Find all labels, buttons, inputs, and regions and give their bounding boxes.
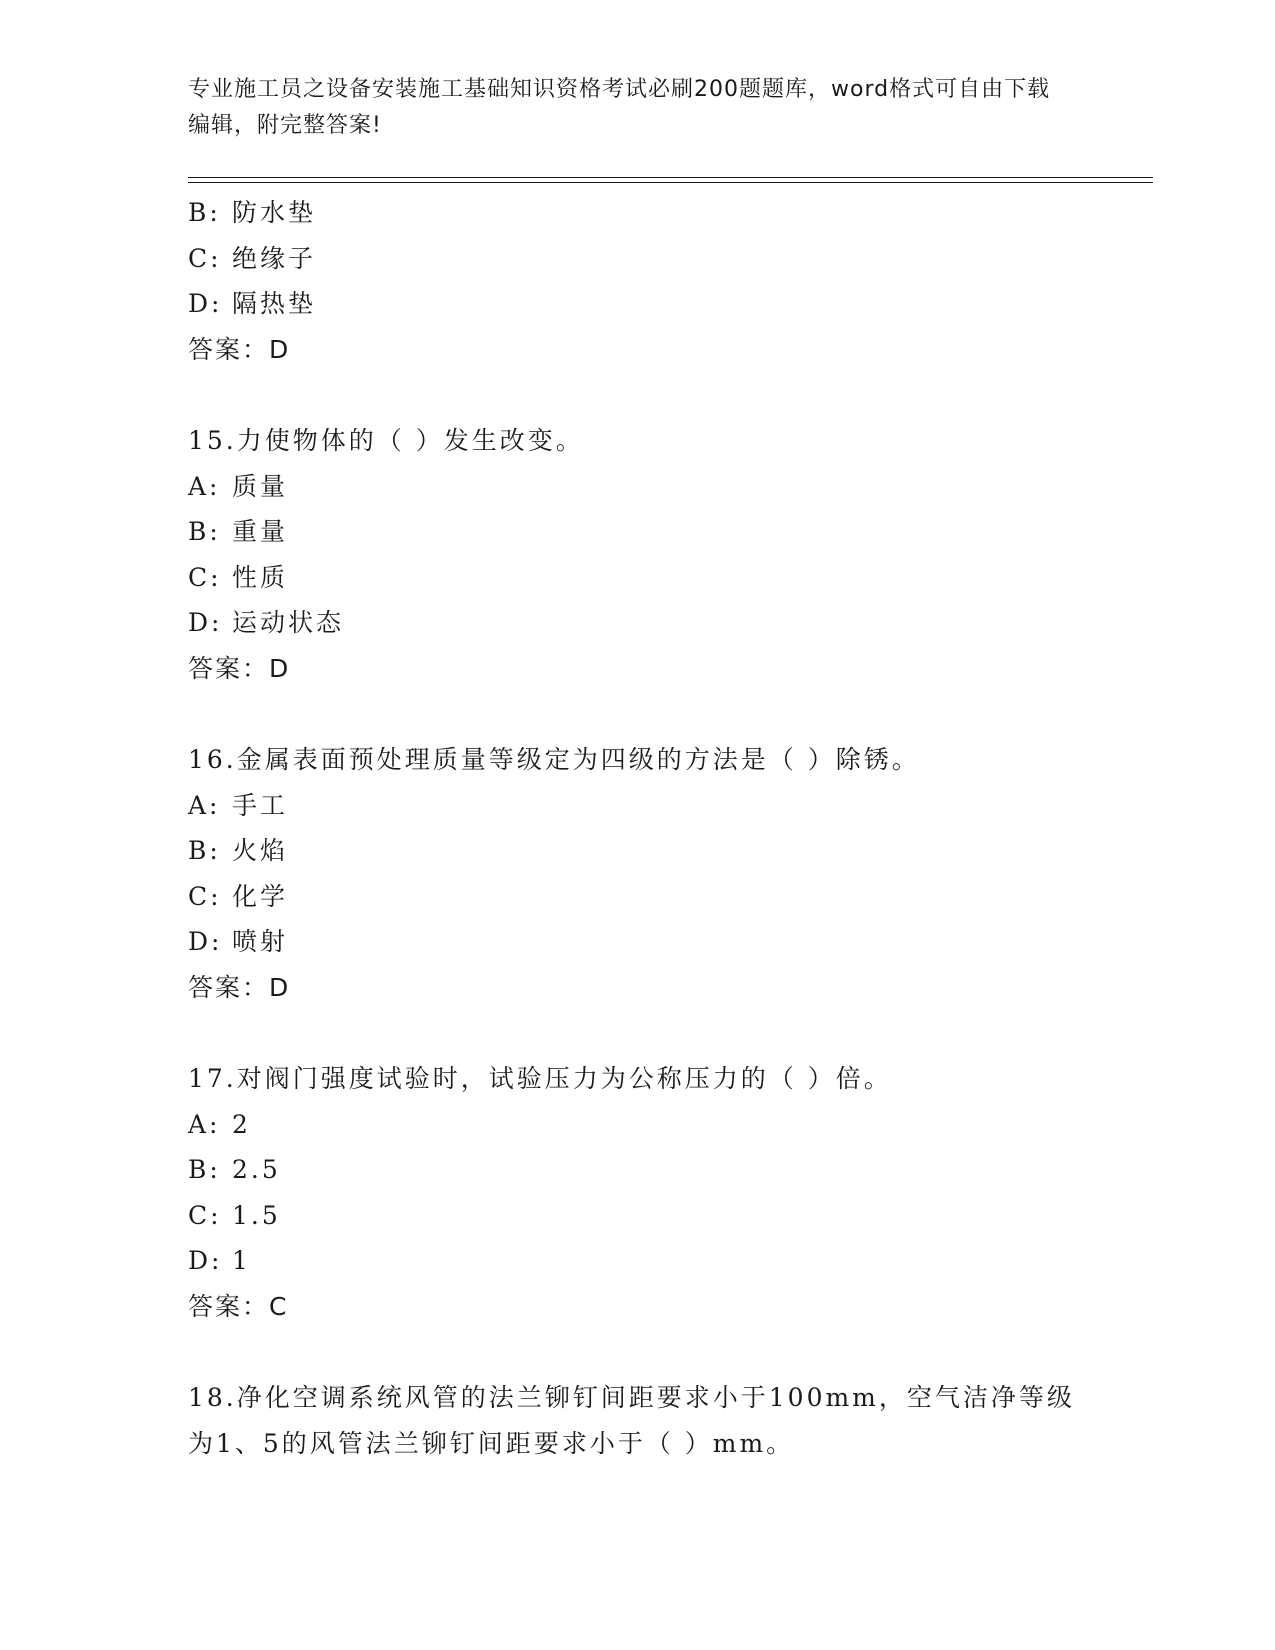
option-text: 防水垫 xyxy=(232,198,317,227)
option-letter: C: xyxy=(188,881,222,911)
option-letter: D: xyxy=(188,927,223,956)
answer-line: 答案：D xyxy=(188,972,291,1002)
option-letter: B: xyxy=(188,198,221,227)
option-letter: C: xyxy=(188,1200,222,1230)
option-text: 喷射 xyxy=(232,927,289,956)
option-line xyxy=(188,874,1088,920)
option-line xyxy=(188,600,1088,646)
option-text: 运动状态 xyxy=(232,608,345,637)
question-stem: 17.对阀门强度试验时，试验压力为公称压力的（ ）倍。 xyxy=(188,1064,892,1093)
option-letter: D: xyxy=(188,1246,223,1275)
spacer xyxy=(188,1329,1088,1375)
option-letter: B: xyxy=(188,517,221,546)
option-text: 1.5 xyxy=(232,1200,281,1230)
answer-line: 答案：D xyxy=(188,334,291,364)
option-letter: A: xyxy=(188,471,221,501)
option-line xyxy=(188,1193,1088,1239)
option-letter: C: xyxy=(188,562,222,592)
spacer xyxy=(188,691,1088,737)
spacer xyxy=(188,372,1088,418)
option-line xyxy=(188,281,1088,327)
option-text: 手工 xyxy=(232,790,289,820)
option-text: 化学 xyxy=(232,881,289,911)
option-line xyxy=(188,1147,1088,1193)
option-line xyxy=(188,464,1088,510)
option-text: 绝缘子 xyxy=(232,243,317,273)
question-list xyxy=(188,190,1088,1466)
option-letter: A: xyxy=(188,790,221,820)
option-text: 性质 xyxy=(232,562,289,592)
header-rule-bottom xyxy=(188,182,1153,183)
option-letter: D: xyxy=(188,608,223,637)
answer-line: 答案：D xyxy=(188,653,291,683)
option-text: 火焰 xyxy=(232,836,289,865)
option-line xyxy=(188,783,1088,829)
option-letter: D: xyxy=(188,289,223,318)
option-line xyxy=(188,236,1088,282)
option-letter: A: xyxy=(188,1109,221,1139)
option-letter: B: xyxy=(188,836,221,865)
spacer xyxy=(188,1010,1088,1056)
option-letter: B: xyxy=(188,1155,221,1184)
option-line xyxy=(188,190,1088,236)
question-stem-line-1: 18.净化空调系统风管的法兰铆钉间距要求小于100mm，空气洁净等级 xyxy=(188,1383,1075,1412)
option-line xyxy=(188,919,1088,965)
answer-line: 答案：C xyxy=(188,1291,289,1321)
option-line xyxy=(188,555,1088,601)
option-letter: C: xyxy=(188,243,222,273)
option-text: 隔热垫 xyxy=(232,289,317,318)
header-rule-top xyxy=(188,177,1153,178)
option-text: 1 xyxy=(232,1246,251,1275)
question-stem-line-2: 为1、5的风管法兰铆钉间距要求小于（ ）mm。 xyxy=(188,1428,795,1458)
option-text: 2 xyxy=(232,1109,251,1139)
document-header: 专业施工员之设备安装施工基础知识资格考试必刷200题题库，word格式可自由下载编辑，附完整答案! xyxy=(188,77,1051,138)
option-text: 重量 xyxy=(232,517,289,546)
question-stem: 15.力使物体的（ ）发生改变。 xyxy=(188,426,584,455)
option-line xyxy=(188,1238,1088,1284)
option-text: 质量 xyxy=(232,471,289,501)
option-text: 2.5 xyxy=(232,1155,281,1184)
question-stem: 16.金属表面预处理质量等级定为四级的方法是（ ）除锈。 xyxy=(188,745,920,774)
option-line xyxy=(188,509,1088,555)
option-line xyxy=(188,828,1088,874)
option-line xyxy=(188,1102,1088,1148)
